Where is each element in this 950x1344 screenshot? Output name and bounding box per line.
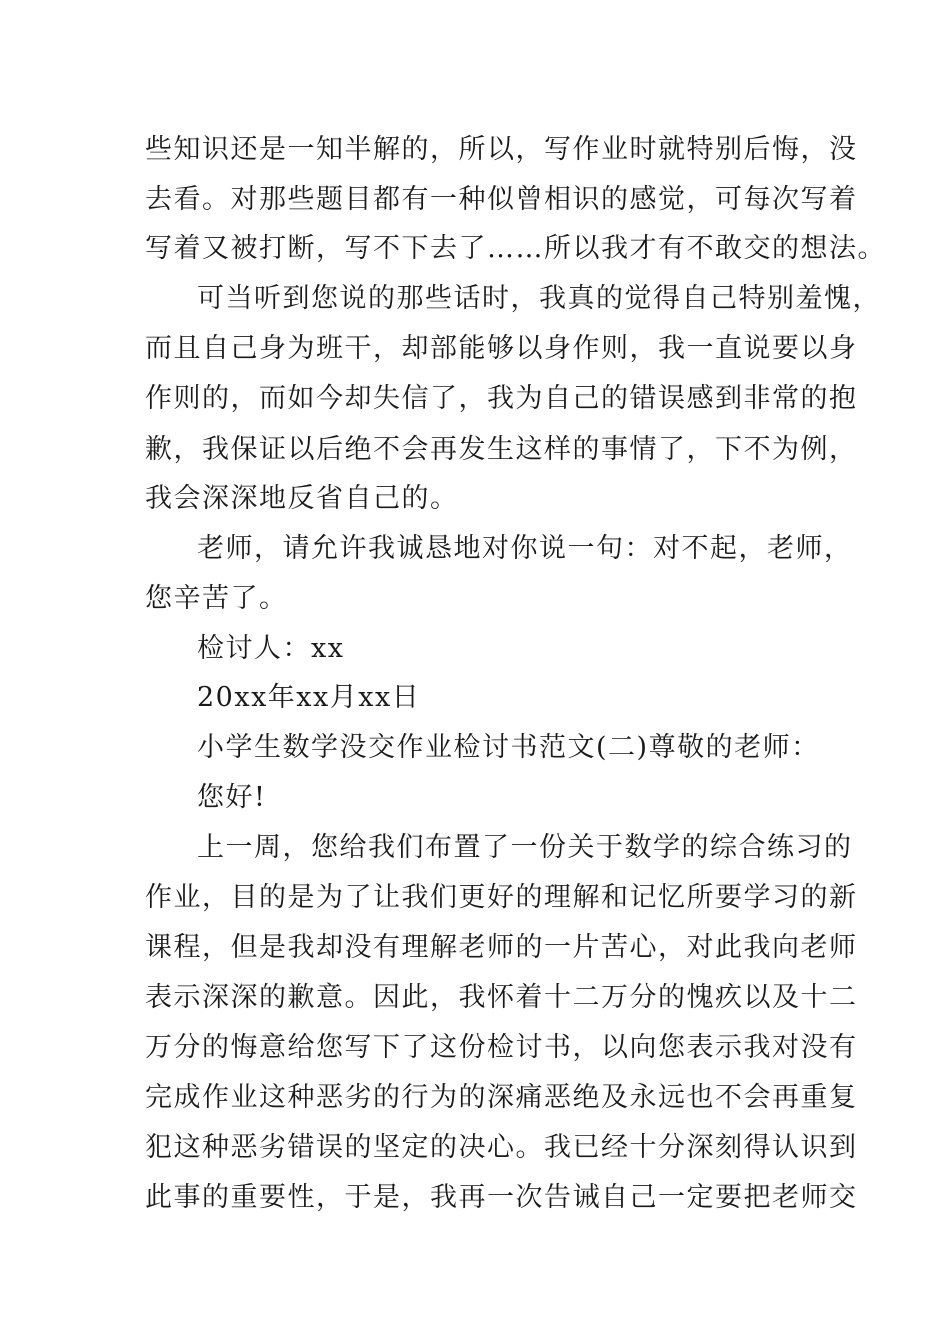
text-line: 去看。对那些题目都有一种似曾相识的感觉，可每次写着 <box>145 184 858 215</box>
text-line: 您辛苦了。 <box>145 583 288 614</box>
text-line: 歉，我保证以后绝不会再发生这样的事情了，下不为例， <box>145 434 858 465</box>
signature-line: 检讨人：xx <box>197 633 345 664</box>
text-line: 写着又被打断，写不下去了……所以我才有不敢交的想法。 <box>145 233 886 264</box>
text-line: 作则的，而如今却失信了，我为自己的错误感到非常的抱 <box>145 383 858 414</box>
text-line: 而且自己身为班干，却部能够以身作则，我一直说要以身 <box>145 333 858 364</box>
text-line: 表示深深的歉意。因此，我怀着十二万分的愧疚以及十二 <box>145 982 858 1013</box>
text-line: 些知识还是一知半解的，所以，写作业时就特别后悔，没 <box>145 134 858 165</box>
text-line: 万分的悔意给您写下了这份检讨书，以向您表示我对没有 <box>145 1032 858 1063</box>
text-line: 课程，但是我却没有理解老师的一片苦心，对此我向老师 <box>145 932 858 963</box>
paragraph-start-line: 上一周，您给我们布置了一份关于数学的综合练习的 <box>197 832 853 863</box>
section-title: 小学生数学没交作业检讨书范文(二)尊敬的老师： <box>197 732 820 763</box>
date-line: 20xx年xx月xx日 <box>197 682 421 713</box>
text-line: 犯这种恶劣错误的坚定的决心。我已经十分深刻得认识到 <box>145 1132 858 1163</box>
paragraph-start-line: 老师，请允许我诚恳地对你说一句：对不起，老师， <box>197 533 853 564</box>
text-line: 此事的重要性，于是，我再一次告诫自己一定要把老师交 <box>145 1182 858 1213</box>
text-line: 作业，目的是为了让我们更好的理解和记忆所要学习的新 <box>145 882 858 913</box>
text-line: 完成作业这种恶劣的行为的深痛恶绝及永远也不会再重复 <box>145 1082 858 1113</box>
text-line: 我会深深地反省自己的。 <box>145 483 459 514</box>
greeting-line: 您好! <box>197 782 267 813</box>
paragraph-start-line: 可当听到您说的那些话时，我真的觉得自己特别羞愧， <box>197 283 881 314</box>
